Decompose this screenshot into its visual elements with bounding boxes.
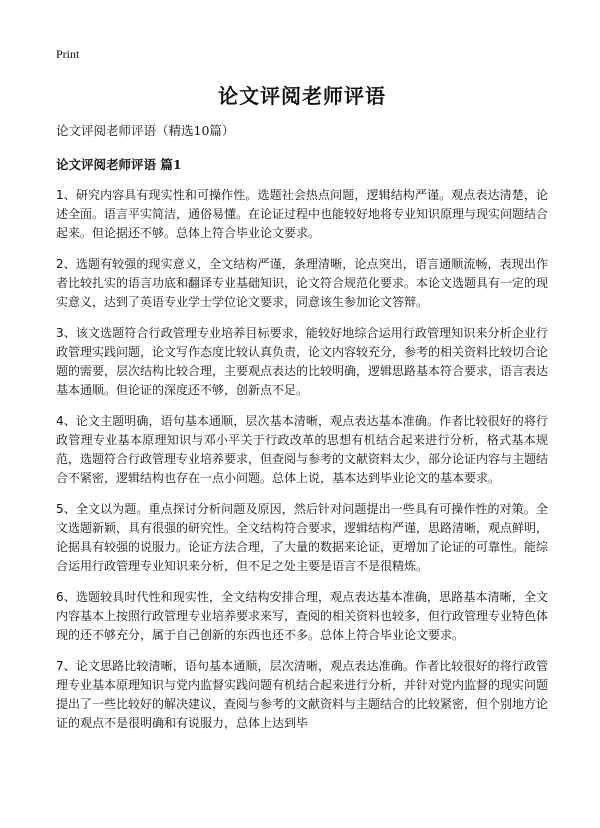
paragraph-6: 6、选题较具时代性和现实性，全文结构安排合理，观点表达基本准确，思路基本清晰，全文内容基本上按照行政管理专业培养要求来写，查阅的相关资料也较多，但行政管理专业特色体现的还不够充分，属于自己创新的东西也还不多。总体上符合毕业论文要求。 (56, 590, 549, 642)
print-label: Print (56, 47, 80, 61)
document-title: 论文评阅老师评语 (218, 84, 386, 108)
paragraph-1: 1、研究内容具有现实性和可操作性。选题社会热点问题，逻辑结构严谨。观点表达清楚，论述全面。语言平实简洁，通俗易懂。在论证过程中也能较好地将专业知识原理与现实问题结合起来。但论据还不够。总体上符合毕业论文要求。 (56, 188, 549, 240)
paragraph-7: 7、论文思路比较清晰，语句基本通顺，层次清晰，观点表达准确。作者比较很好的将行政管理专业基本原理知识与党内监督实践问题有机结合起来进行分析，并针对党内监督的现实问题提出了一些比较好的解决建议，查阅与参考的文献资料与主题结合的比较紧密，但个别地方论证的观点不是很明确和有说服力，总体上达到毕 (56, 659, 549, 730)
document-subtitle: 论文评阅老师评语（精选10篇） (56, 123, 235, 138)
section-heading: 论文评阅老师评语 篇1 (56, 157, 182, 172)
paragraph-5: 5、全文以为题。重点探讨分析问题及原因，然后针对问题提出一些具有可操作性的对策。全文选题新颖，具有很强的研究性。全文结构符合要求，逻辑结构严谨，思路清晰，观点鲜明，论据具有较强的说服力。论证方法合理，了大量的数据来论证，更增加了论证的可靠性。能综合运用行政管理专业知识来分析，但不足之处主要是语言不是很精炼。 (56, 502, 549, 573)
paragraph-4: 4、论文主题明确，语句基本通顺，层次基本清晰，观点表达基本准确。作者比较很好的将行政管理专业基本原理知识与邓小平关于行政改革的思想有机结合起来进行分析，格式基本规范，选题符合行政管理专业培养要求，但查阅与参考的文献资料太少，部分论证内容与主题结合不紧密，逻辑结构也存在一点小问题。总体上说，基本达到毕业论文的基本要求。 (56, 414, 549, 485)
paragraph-3: 3、该文选题符合行政管理专业培养目标要求，能较好地综合运用行政管理知识来分析企业行政管理实践问题，论文写作态度比较认真负责，论文内容较充分，参考的相关资料比较切合论题的需要，层次结构比较合理，主要观点表达的比较明确，逻辑思路基本符合要求，语言表达基本通顺。但论证的深度还不够，创新点不足。 (56, 326, 549, 397)
paragraph-2: 2、选题有较强的现实意义，全文结构严谨，条理清晰，论点突出，语言通顺流畅，表现出作者比较扎实的语言功底和翻译专业基础知识，论文符合规范化要求。本论文选题具有一定的现实意义，达到了英语专业学士学位论文要求，同意该生参加论文答辩。 (56, 257, 549, 309)
